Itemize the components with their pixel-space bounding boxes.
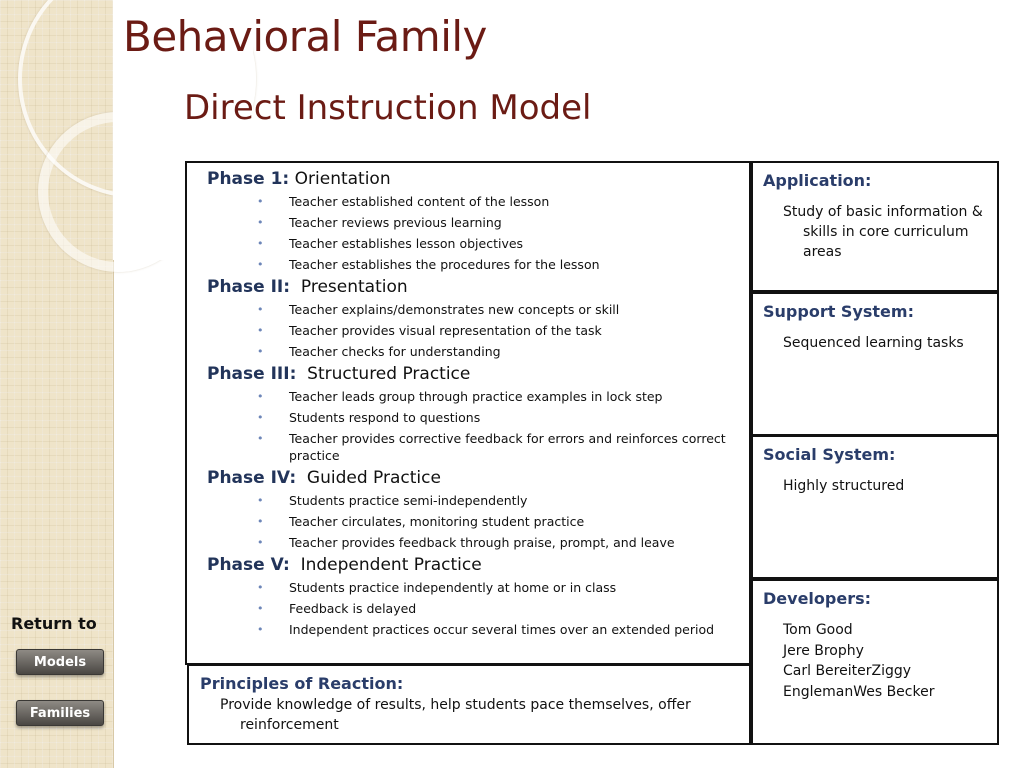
list-item	[257, 621, 749, 638]
bullet-icon: •	[257, 324, 264, 337]
bullet-icon: •	[257, 536, 264, 549]
reaction-text: Provide knowledge of results, help students pace themselves, offer reinforcement	[220, 697, 691, 733]
bullet-icon: •	[257, 237, 264, 250]
families-button[interactable]: Families	[16, 700, 104, 726]
bullet-icon: •	[257, 345, 264, 358]
phase-name: Structured Practice	[296, 364, 471, 384]
application-panel	[751, 161, 999, 292]
bullet-icon: •	[257, 581, 264, 594]
phase-label: Phase V:	[207, 555, 290, 575]
phase-step-list	[207, 492, 749, 551]
list-item	[257, 301, 749, 318]
bullet-icon: •	[257, 432, 264, 445]
support-system-title: Support System:	[763, 302, 914, 321]
list-item-text: Teacher established content of the lesson	[289, 194, 550, 209]
list-item-text: Teacher provides corrective feedback for errors and reinforces correct practice	[289, 431, 726, 463]
phase-step-list	[207, 301, 749, 360]
bullet-icon: •	[257, 216, 264, 229]
list-item	[257, 579, 749, 596]
bullet-icon: •	[257, 195, 264, 208]
list-item-text: Feedback is delayed	[289, 601, 417, 616]
list-item	[257, 322, 749, 339]
phase-heading	[207, 364, 749, 384]
list-item-text: Teacher leads group through practice examples in lock step	[289, 389, 663, 404]
application-title: Application:	[763, 171, 872, 190]
developer-name: Tom Good	[783, 622, 853, 638]
list-item	[257, 534, 749, 551]
list-item	[257, 600, 749, 617]
list-item	[257, 214, 749, 231]
bullet-icon: •	[257, 303, 264, 316]
bullet-icon: •	[257, 602, 264, 615]
list-item	[257, 430, 749, 464]
list-item-text: Teacher establishes the procedures for the lesson	[289, 257, 600, 272]
list-item	[257, 409, 749, 426]
phase-heading	[207, 468, 749, 488]
phase-name: Independent Practice	[289, 555, 482, 575]
phase-step-list	[207, 388, 749, 464]
slide-title: Behavioral Family	[123, 12, 487, 61]
list-item-text: Teacher reviews previous learning	[289, 215, 502, 230]
list-item-text: Teacher explains/demonstrates new concepts or skill	[289, 302, 620, 317]
phase-label: Phase III:	[207, 364, 297, 384]
reaction-title: Principles of Reaction:	[200, 674, 404, 693]
support-system-panel	[751, 292, 999, 436]
phase-label: Phase IV:	[207, 468, 297, 488]
list-item-text: Independent practices occur several times over an extended period	[289, 622, 715, 637]
phase-step-list	[207, 579, 749, 638]
list-item-text: Students practice semi-independently	[289, 493, 528, 508]
developer-name: Carl BereiterZiggy	[783, 663, 912, 679]
bullet-icon: •	[257, 390, 264, 403]
support-system-text: Sequenced learning tasks	[783, 335, 964, 351]
bullet-icon: •	[257, 411, 264, 424]
list-item	[257, 256, 749, 273]
list-item	[257, 388, 749, 405]
phase-name: Guided Practice	[296, 468, 441, 488]
list-item	[257, 492, 749, 509]
list-item	[257, 343, 749, 360]
list-item-text: Teacher circulates, monitoring student practice	[289, 514, 585, 529]
list-item	[257, 235, 749, 252]
principles-of-reaction-panel	[187, 664, 751, 745]
list-item-text: Students practice independently at home or in class	[289, 580, 617, 595]
list-item-text: Teacher checks for understanding	[289, 344, 501, 359]
phase-name: Orientation	[289, 169, 391, 189]
bullet-icon: •	[257, 515, 264, 528]
developer-name: EnglemanWes Becker	[783, 683, 935, 700]
phase-step-list	[207, 193, 749, 273]
social-system-text: Highly structured	[783, 478, 905, 494]
bullet-icon: •	[257, 494, 264, 507]
phases-panel	[185, 161, 751, 665]
social-system-panel	[751, 435, 999, 579]
list-item	[257, 513, 749, 530]
application-text: Study of basic information & skills in core curriculum areas	[783, 204, 983, 260]
list-item-text: Teacher provides visual representation of the task	[289, 323, 602, 338]
slide-subtitle: Direct Instruction Model	[184, 88, 592, 128]
return-to-label: Return to	[11, 614, 97, 633]
social-system-title: Social System:	[763, 445, 896, 464]
phase-heading	[207, 169, 749, 189]
phase-name: Presentation	[290, 277, 408, 297]
phase-heading	[207, 277, 749, 297]
developers-list	[763, 620, 987, 702]
phase-label: Phase II:	[207, 277, 291, 297]
developers-title: Developers:	[763, 589, 872, 608]
phase-label: Phase 1:	[207, 169, 290, 189]
bullet-icon: •	[257, 258, 264, 271]
models-button[interactable]: Models	[16, 649, 104, 675]
list-item-text: Teacher provides feedback through praise, prompt, and leave	[289, 535, 675, 550]
phase-heading	[207, 555, 749, 575]
list-item	[257, 193, 749, 210]
developers-panel	[751, 579, 999, 745]
bullet-icon: •	[257, 623, 264, 636]
list-item-text: Teacher establishes lesson objectives	[289, 236, 524, 251]
developer-name: Jere Brophy	[783, 642, 864, 659]
list-item-text: Students respond to questions	[289, 410, 481, 425]
